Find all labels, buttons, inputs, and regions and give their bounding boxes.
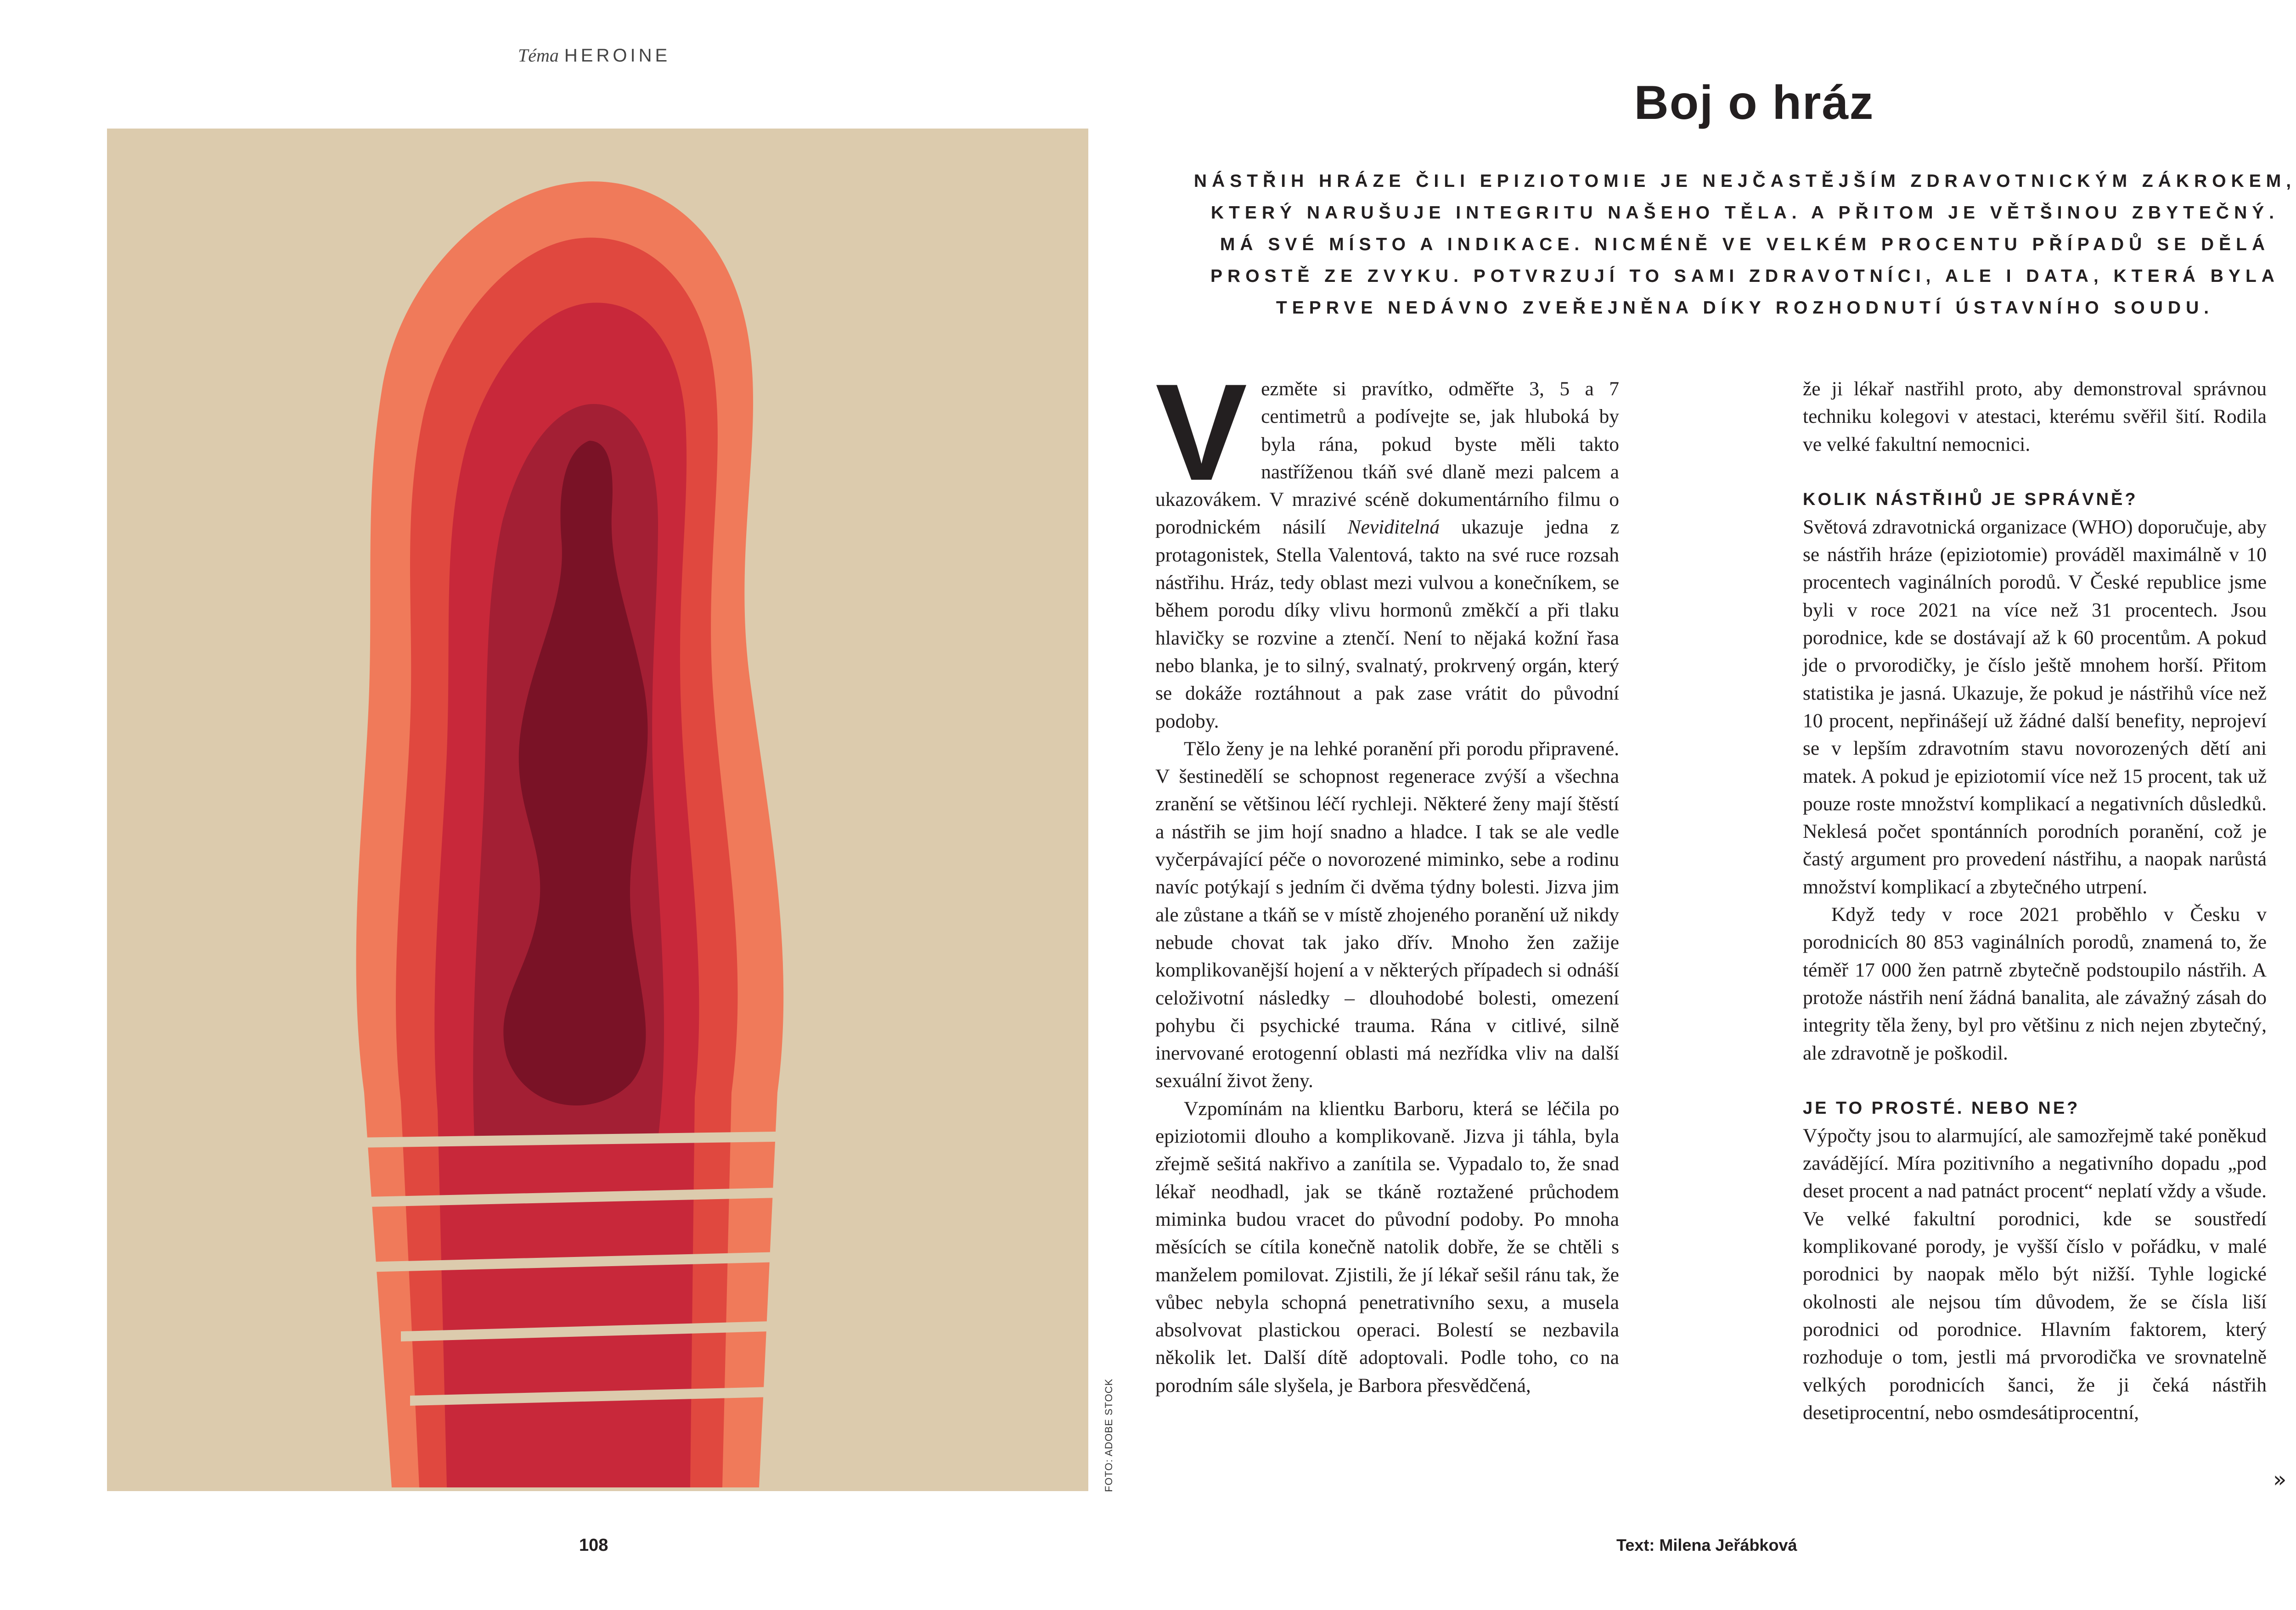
lede-line: MÁ SVÉ MÍSTO A INDIKACE. NICMÉNĚ VE VELKÉM PROCENTU PŘÍPADŮ SE DĚLÁ xyxy=(1220,235,2270,254)
drop-cap: V xyxy=(1155,355,1248,509)
lede-line: TEPRVE NEDÁVNO ZVEŘEJNĚNA DÍKY ROZHODNUTÍ ÚSTAVNÍHO SOUDU. xyxy=(1276,298,2214,318)
body-column-left xyxy=(1155,355,1620,1399)
film-title: Neviditelná xyxy=(1347,516,1440,539)
paragraph: Tělo ženy je na lehké poranění při porodu připravené. V šestinedělí se schopnost regenerace zvýší a všechna zranění se většinou léčí rychleji. Některé ženy mají štěstí a nástřih se jim hojí snadno a hladce. I tak se ale vedle vyčerpávající péče o novorozené miminko, sebe a rodinu navíc potýkají s jedním či dvěma týdny bolesti. Jizva jim ale zůstane a tkáň se v místě zhojeného poranění už nikdy nebude chovat tak jako dřív. Mnoho žen zažije komplikovanější hojení a v některých případech si odnáší celoživotní následky – dlouhodobé bolesti, omezení pohybu či psychické trauma. Rána v citlivé, silně inervované erotogenní oblasti má nezřídka vliv na další sexuální život ženy. xyxy=(1155,737,1619,1092)
paragraph: Výpočty jsou to alarmující, ale samozřejmě také poněkud zavádějící. Míra pozitivního a negativního dopadu „pod deset procent a nad patnáct procent“ neplatí vždy a všude. Ve velké fakultní porodnici, kde se soustředí komplikované porody, je vyšší číslo v pořádku, v malé porodnici by naopak mělo být nižší. Tyhle logické okolnosti ale nejsou tím důvodem, že se čísla liší porodnici od porodnice. Hlavním faktorem, který rozhoduje o tom, jestli má prvorodička ve srovnatelně velkých porodnicích šanci, že ji čeká nástřih desetiprocentní, nebo osmdesátiprocentní, xyxy=(1803,1124,2267,1424)
paragraph: Vzpomínám na klientku Barboru, která se léčila po epiziotomii dlouho a komplikovaně. Jizva ji táhla, byla zřejmě sešitá nakřivo a zanítila se. Vypadalo to, že snad lékař neodhadl, jak se tkáně roztažené průchodem miminka budou vracet do původní podoby. Po mnoha měsících se cítila konečně natolik dobře, že se chtěli s manželem pomilovat. Zjistili, že jí lékař sešil ránu tak, že vůbec nebyla schopná penetrativního sexu, a musela absolvovat plastickou operaci. Bolestí se nezbavila několik let. Další dítě adoptovali. Podle toho, co na porodním sále slyšela, je Barbora přesvědčená, xyxy=(1155,1097,1619,1397)
subheading: KOLIK NÁSTŘIHŮ JE SPRÁVNĚ? xyxy=(1803,489,2138,509)
paragraph: Světová zdravotnická organizace (WHO) doporučuje, aby se nástřih hráze (epiziotomie) prováděl maximálně v 10 procentech vaginálních porodů. V České republice jsme byli v roce 2021 na více než 31 procentech. Jsou porodnice, kde se dostávají až k 60 procentům. A pokud jde o prvorodičky, je číslo ještě mnohem horší. Přitom statistika je jasná. Ukazuje, že pokud je nástřihů více než 10 procent, nepřinášejí už žádné další benefity, neprojeví se v lepším zdravotním stavu novorozených dětí ani matek. A pokud je epiziotomií více než 15 procent, tak už pouze roste množství komplikací a negativních důsledků. Neklesá počet spontánních porodních poranění, což je častý argument pro provedení nástřihu, a naopak narůstá množství komplikací a zbytečného utrpení. xyxy=(1803,516,2267,898)
paragraph: že ji lékař nastřihl proto, aby demonstroval správnou techniku kolegovi v atestaci, kterému svěřil šití. Rodila ve velké fakultní nemocnici. xyxy=(1803,378,2267,455)
lede-line: NÁSTŘIH HRÁZE ČILI EPIZIOTOMIE JE NEJČASTĚJŠÍM ZDRAVOTNICKÝM ZÁKROKEM, xyxy=(1193,171,2296,191)
lede-line: PROSTĚ ZE ZVYKU. POTVRZUJÍ TO SAMI ZDRAVOTNÍCI, ALE I DATA, KTERÁ BYLA xyxy=(1210,266,2279,286)
paragraph: Vezměte si pravítko, odměřte 3, 5 a 7 centimetrů a podívejte se, jak hluboká by byla rána, pokud byste měli takto nastříženou tkáň své dlaně mezi palcem a ukazovákem. V mrazivé scéně dokumentárního filmu o porodnickém násilí Neviditelná ukazuje jedna z protagonistek, Stella Valentová, takto na své ruce rozsah nástřihu. Hráz, tedy oblast mezi vulvou a konečníkem, se během porodu díky vlivu hormonů změkčí a při tlaku hlavičky se rozvine a ztenčí. Není to nějaká kožní řasa nebo blanka, je to silný, svalnatý, prokrvený orgán, který se dokáže roztáhnout a pak zase vrátit do původní podoby. xyxy=(1155,355,1620,732)
photo-credit: FOTO: ADOBE STOCK xyxy=(1103,1378,1114,1492)
byline: Text: Milena Jeřábková xyxy=(1616,1536,1797,1554)
continue-arrow-icon: » xyxy=(2273,1467,2287,1492)
topic-label: HEROINE xyxy=(564,45,671,66)
paper-cut-illustration xyxy=(107,129,1088,1491)
article-lede xyxy=(1157,165,2296,324)
illustration-graphic xyxy=(107,129,1088,1491)
running-header xyxy=(518,45,670,66)
page-number: 108 xyxy=(579,1536,608,1555)
article-title: Boj o hráz xyxy=(1634,76,1874,129)
subheading: JE TO PROSTÉ. NEBO NE? xyxy=(1803,1098,2080,1118)
section-label: Téma xyxy=(518,45,559,66)
body-column-right xyxy=(1803,375,2267,1426)
paragraph: Když tedy v roce 2021 proběhlo v Česku v porodnicích 80 853 vaginálních porodů, znamená to, že téměř 17 000 žen patrně zbytečně podstoupilo nástřih. A protože nástřih není žádná banalita, ale závažný zásah do integrity těla ženy, byl pro většinu z nich nejen zbytečný, ale zdravotně je poškodil. xyxy=(1803,903,2267,1064)
lede-line: KTERÝ NARUŠUJE INTEGRITU NAŠEHO TĚLA. A PŘITOM JE VĚTŠINOU ZBYTEČNÝ. xyxy=(1210,203,2279,223)
